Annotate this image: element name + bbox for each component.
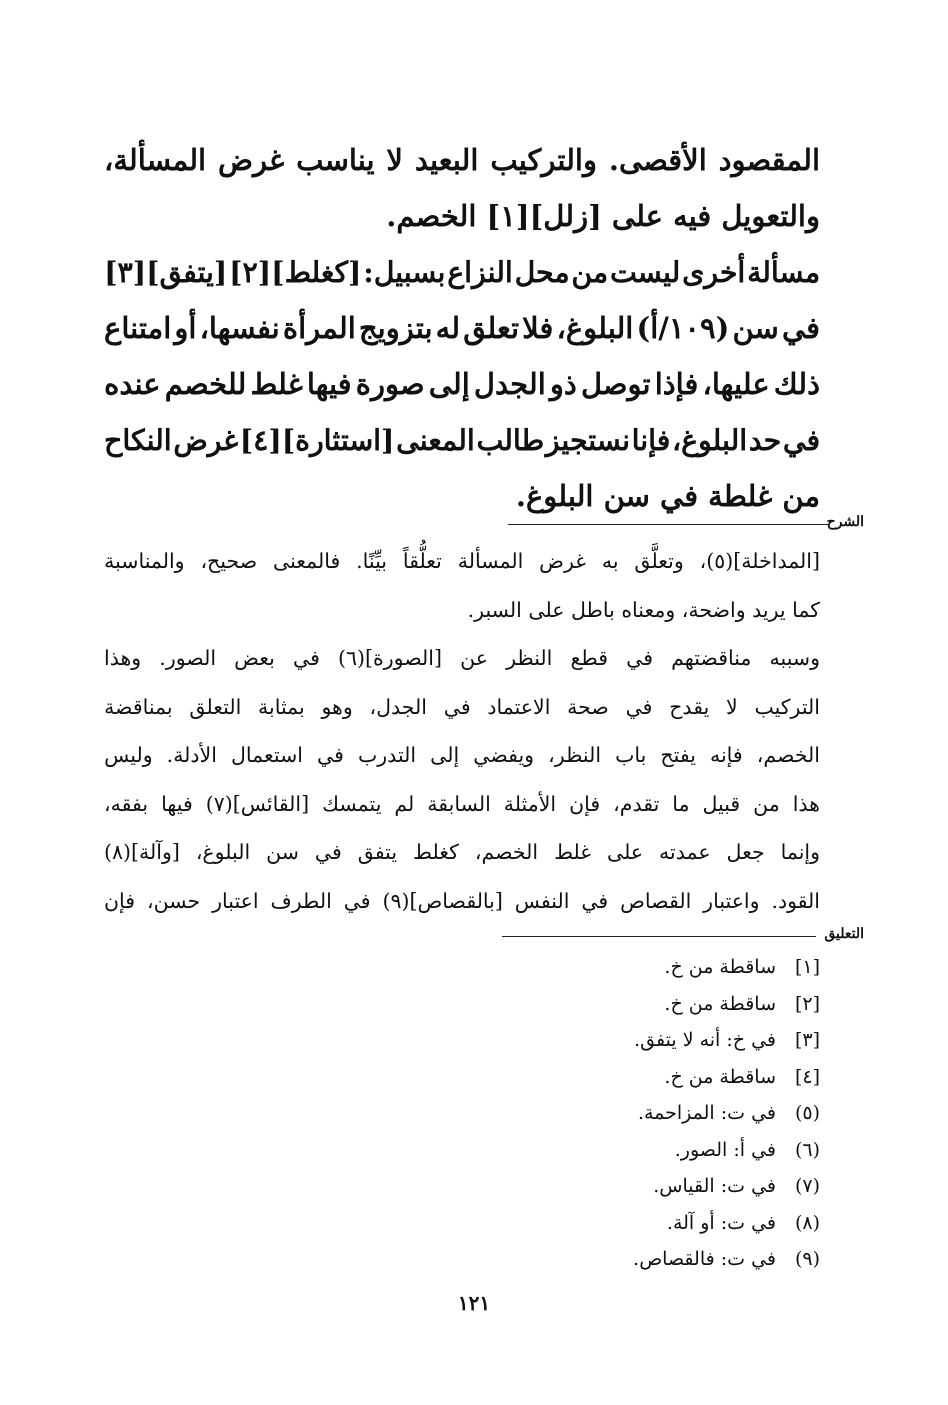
footnote-marker: [٣] — [794, 1029, 820, 1052]
footnote-marker: (٨) — [794, 1211, 820, 1234]
footnote-text: في ت: المزاحمة. — [637, 1102, 776, 1125]
footnote-marker: [١] — [794, 956, 820, 979]
footnote-marker: (٩) — [794, 1248, 820, 1271]
main-text — [104, 132, 820, 524]
footnote-item — [500, 1095, 820, 1132]
commentary-line: التركيب لا يقدح في صحة الاعتماد في الجدل، وهو بمثابة التعلق بمناقضة — [104, 694, 820, 719]
taaliq-label: التعليق — [824, 926, 864, 942]
footnotes — [500, 949, 820, 1278]
footnote-item — [500, 1205, 820, 1242]
footnote-item — [500, 1022, 820, 1059]
footnote-item — [500, 1168, 820, 1205]
main-text-line: والتعويل فيه على [زلل][١] الخصم. — [386, 199, 820, 233]
footnote-marker: (٧) — [794, 1175, 820, 1198]
footnote-text: في ت: القياس. — [653, 1175, 776, 1198]
commentary-line: كما يريد واضحة، ومعناه باطل على السبر. — [467, 597, 820, 622]
commentary-line: القود. واعتبار القصاص في النفس [بالقصاص](٩) في الطرف اعتبار حسن، فإن — [104, 888, 820, 913]
footnote-marker: (٥) — [794, 1102, 820, 1125]
footnote-item — [500, 1132, 820, 1169]
commentary-line: [المداخلة](٥)، وتعلَّق به غرض المسألة تعلُّقاً بيِّنًا. فالمعنى صحيح، والمناسبة — [104, 549, 820, 574]
footnote-marker: [٢] — [794, 992, 820, 1015]
taaliq-divider — [502, 936, 816, 937]
footnote-text: في خ: أنه لا يتفق. — [634, 1029, 776, 1052]
main-text-line: من غلطة في سن البلوغ. — [515, 479, 820, 513]
footnote-text: ساقطة من خ. — [664, 1065, 776, 1088]
commentary-line: وإنما جعل عمدته على غلط الخصم، كغلط يتفق في سن البلوغ، [وآلة](٨) — [104, 840, 820, 865]
footnote-item — [500, 949, 820, 986]
footnote-text: في أ: الصور. — [674, 1138, 776, 1161]
footnote-text: في ت: أو آلة. — [666, 1211, 776, 1234]
main-text-line: ذلك عليها، فإذا توصل ذو الجدل إلى صورة فيها غلط للخصم عنده — [104, 367, 820, 401]
commentary-line: الخصم، فإنه يفتح باب النظر، ويفضي إلى التدرب في استعمال الأدلة. وليس — [104, 743, 820, 768]
footnote-marker: (٦) — [794, 1138, 820, 1161]
main-text-line: المقصود الأقصى. والتركيب البعيد لا يناسب غرض المسألة، — [104, 143, 820, 177]
footnote-text: في ت: فالقصاص. — [633, 1248, 776, 1271]
main-text-line: في سن (١٠٩/أ) البلوغ، فلا تعلق له بتزويج المرأة نفسها، أو امتناع — [104, 311, 820, 345]
footnote-text: ساقطة من خ. — [664, 992, 776, 1015]
footnote-item — [500, 986, 820, 1023]
footnote-text: ساقطة من خ. — [664, 956, 776, 979]
sharh-divider — [508, 524, 830, 525]
page-number: ١٢١ — [457, 1291, 491, 1315]
main-text-line: مسألة أخرى ليست من محل النزاع بسبيل: [كغلط][٢] [يتفق][٣] — [104, 255, 820, 289]
footnote-item — [500, 1241, 820, 1278]
main-text-line: في حد البلوغ، فإنا نستجيز طالب المعنى [استثارة][٤] غرض النكاح — [104, 423, 820, 457]
commentary-line: هذا من قبيل ما تقدم، فإن الأمثلة السابقة لم يتمسك [القائس](٧) فيها بفقه، — [104, 791, 820, 816]
footnote-item — [500, 1059, 820, 1096]
sharh-commentary — [104, 537, 820, 925]
footnote-marker: [٤] — [794, 1065, 820, 1088]
sharh-label: الشرح — [826, 514, 864, 530]
commentary-line: وسببه مناقضتهم في قطع النظر عن [الصورة](٦) في بعض الصور. وهذا — [104, 646, 820, 671]
